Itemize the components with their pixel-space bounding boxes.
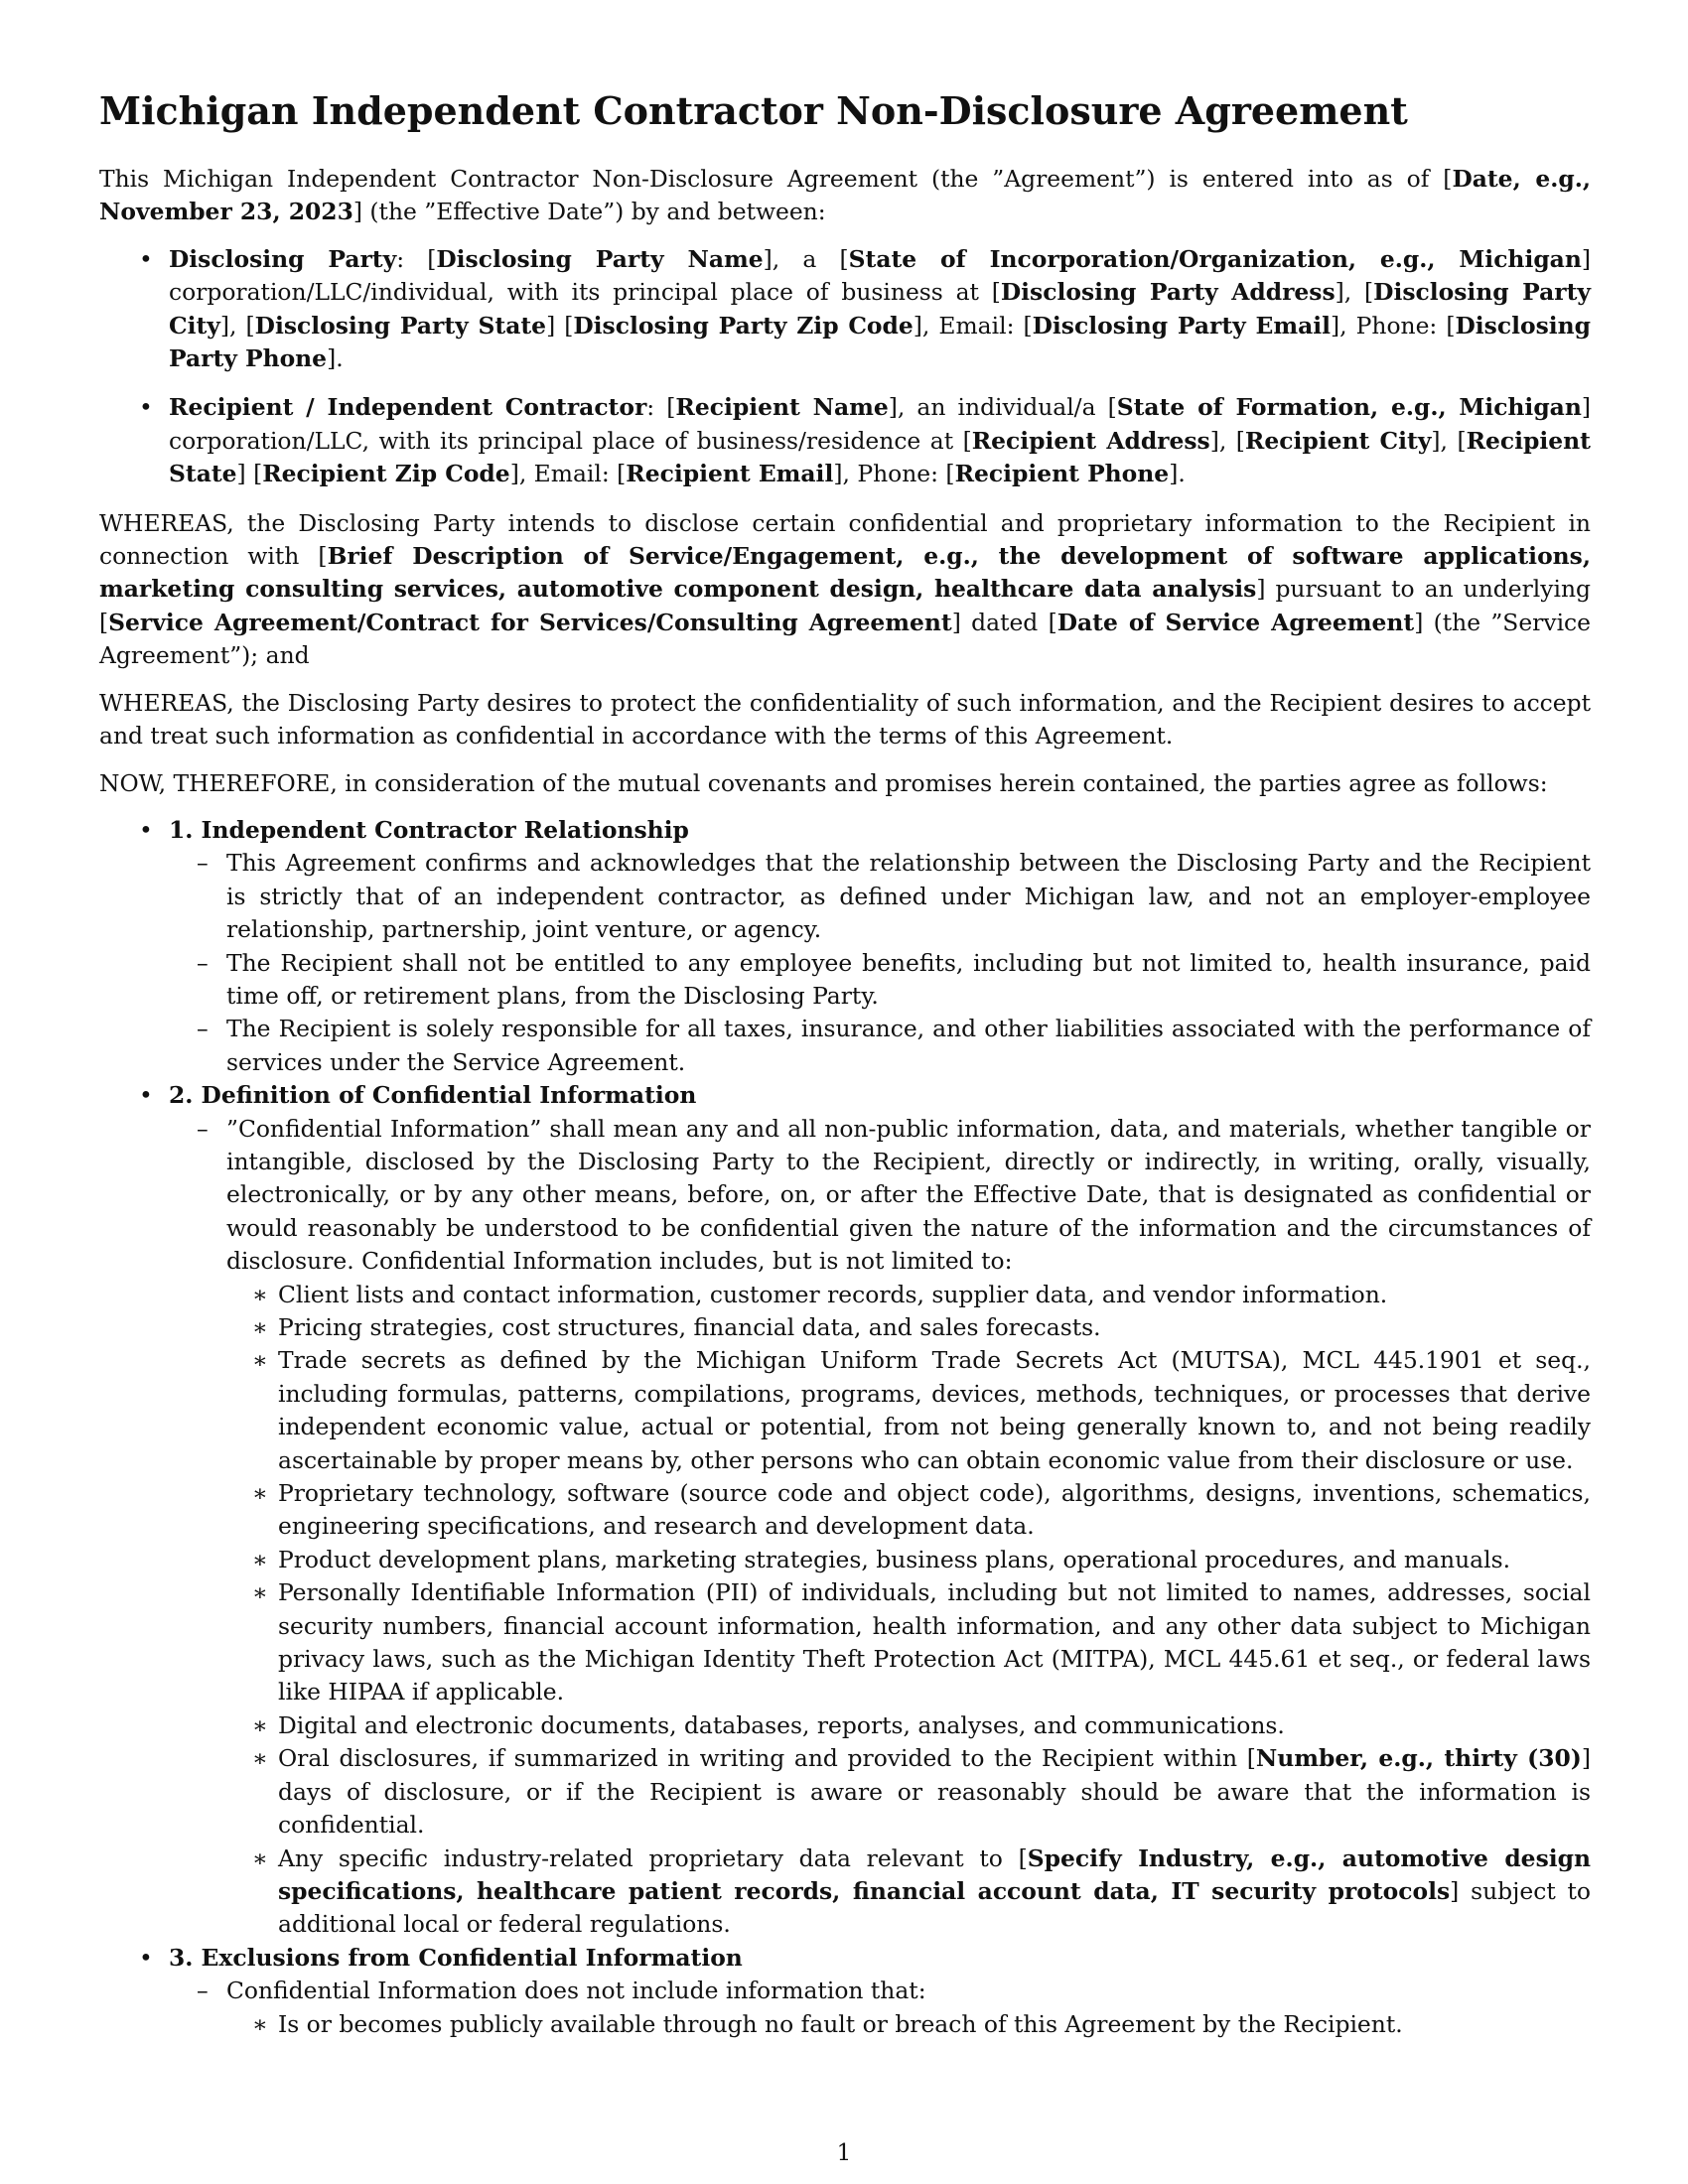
placeholder: State of Incorporation/Organization, e.g., Michigan	[848, 244, 1582, 273]
text: ] dated [	[951, 608, 1057, 636]
text: ], an individual/a [	[888, 393, 1117, 422]
placeholder: Disclosing Party City	[169, 278, 1591, 340]
list-item	[226, 1843, 1591, 1942]
page-number: 1	[836, 2140, 852, 2166]
placeholder: Disclosing Party Email	[1032, 311, 1332, 340]
list-item: ∗ Proprietary technology, software (source code and object code), algorithms, designs, inventions, schematics, engineering specifications, and research and development data.	[226, 1477, 1591, 1544]
text: ], a [	[763, 244, 849, 273]
placeholder: State of Formation, e.g., Michigan	[1116, 393, 1582, 422]
recipient-item	[99, 391, 1591, 490]
section-3	[99, 1942, 1591, 2041]
text: ] [	[546, 311, 574, 340]
section-1	[99, 814, 1591, 1079]
text: ], [	[1209, 426, 1245, 455]
text: ], Email: [	[509, 460, 627, 488]
list-item: ∗ Product development plans, marketing strategies, business plans, operational procedures, and manuals.	[226, 1544, 1591, 1576]
list-item: ∗ Is or becomes publicly available through no fault or breach of this Agreement by the Recipient.	[226, 2008, 1591, 2041]
list-item: – This Agreement confirms and acknowledges that the relationship between the Disclosing Party and the Recipient is strictly that of an independent contractor, as defined under Michigan law, and not an employer-employee relationship, partnership, joint venture, or agency.	[169, 847, 1591, 946]
text: ] corporation/LLC, with its principal place of business/residence at [	[169, 393, 1591, 455]
placeholder: Recipient State	[169, 426, 1591, 488]
placeholder: Number, e.g., thirty (30)	[1255, 1744, 1582, 1773]
placeholder: Disclosing Party Address	[1000, 278, 1336, 307]
list-item: – The Recipient is solely responsible for all taxes, insurance, and other liabilities associated with the performance of services under the Service Agreement.	[169, 1013, 1591, 1079]
text: Oral disclosures, if summarized in writing and provided to the Recipient within [	[278, 1744, 1256, 1773]
intro-paragraph	[99, 163, 1591, 229]
text: : [	[396, 244, 437, 273]
section-title: • 1. Independent Contractor Relationship	[169, 815, 689, 844]
whereas-paragraph-1	[99, 507, 1591, 673]
placeholder: Recipient Address	[971, 426, 1210, 455]
list-item	[226, 1742, 1591, 1842]
list-item: ∗ Pricing strategies, cost structures, financial data, and sales forecasts.	[226, 1311, 1591, 1344]
whereas-paragraph-2: WHEREAS, the Disclosing Party desires to protect the confidentiality of such information, and the Recipient desires to accept and treat such information as confidential in accordance with the terms of this Agreement.	[99, 688, 1591, 751]
placeholder: Disclosing Party Zip Code	[573, 311, 914, 340]
disclosing-party-item	[99, 243, 1591, 376]
placeholder: Recipient Zip Code	[262, 460, 510, 488]
section-title: • 3. Exclusions from Confidential Information	[169, 1943, 743, 1972]
list-item: ∗ Personally Identifiable Information (PII) of individuals, including but not limited to names, addresses, social security numbers, financial account information, health information, and any other data subject to Michigan privacy laws, such as the Michigan Identity Theft Protection Act (MITPA), MCL 445.61 et seq., or federal laws like HIPAA if applicable.	[226, 1576, 1591, 1709]
section-2	[99, 1079, 1591, 1942]
placeholder: Recipient City	[1244, 426, 1432, 455]
section-2-items	[169, 1113, 1591, 1942]
text: ].	[1169, 460, 1186, 488]
text: Any specific industry-related proprietary data relevant to [	[278, 1843, 1028, 1872]
parties-list	[99, 243, 1591, 491]
exclusions-list	[226, 2008, 1591, 2041]
text: ], Email: [	[913, 311, 1033, 340]
placeholder: Disclosing Party Phone	[169, 311, 1591, 373]
text: ] corporation/LLC/individual, with its principal place of business at [	[169, 244, 1591, 307]
placeholder: Specify Industry, e.g., automotive design specifications, healthcare patient records, financial account data, IT security protocols	[278, 1843, 1591, 1905]
section-1-items	[169, 847, 1591, 1079]
exclusions-lead: Confidential Information does not include information that:	[226, 1977, 926, 2005]
intro-text: ] (the ”Effective Date”) by and between:	[352, 198, 826, 226]
list-item: ∗ Client lists and contact information, customer records, supplier data, and vendor information.	[226, 1279, 1591, 1311]
list-item: – The Recipient shall not be entitled to any employee benefits, including but not limited to, health insurance, paid time off, or retirement plans, from the Disclosing Party.	[169, 947, 1591, 1014]
placeholder: Recipient Name	[675, 393, 889, 422]
placeholder: Recipient Phone	[954, 460, 1170, 488]
now-therefore-paragraph: NOW, THEREFORE, in consideration of the mutual covenants and promises herein contained, the parties agree as follows:	[99, 768, 1548, 797]
placeholder: Date of Service Agreement	[1056, 608, 1415, 636]
text: ], Phone: [	[1331, 311, 1456, 340]
text: ] subject to additional local or federal regulations.	[278, 1876, 1591, 1939]
placeholder: Brief Description of Service/Engagement, e.g., the development of software applications, marketing consulting services, automotive component design, healthcare data analysis	[99, 542, 1591, 604]
text: ] (the ”Service Agreement”); and	[99, 608, 1591, 670]
list-item	[169, 1975, 1591, 2041]
text: ] [	[236, 460, 263, 488]
section-3-items	[169, 1975, 1591, 2041]
document-page	[99, 87, 1591, 2041]
document-title: Michigan Independent Contractor Non-Disclosure Agreement	[99, 88, 1408, 133]
placeholder: Disclosing Party Name	[436, 244, 764, 273]
definition-lead: ”Confidential Information” shall mean any and all non-public information, data, and materials, whether tangible or intangible, disclosed by the Disclosing Party to the Recipient, directly or indirectly, in writing, orally, visually, electronically, or by any other means, before, on, or after the Effective Date, that is designated as confidential or would reasonably be understood to be confidential given the nature of the information and the circumstances of disclosure. Confidential Information includes, but is not limited to:	[226, 1114, 1591, 1276]
sections-list	[99, 814, 1591, 2041]
text: ].	[327, 344, 344, 373]
disclosing-party-label: Disclosing Party	[169, 244, 397, 273]
text: WHEREAS, the Disclosing Party intends to disclose certain confidential and proprietary information to the Recipient in connection with [	[99, 508, 1591, 571]
list-item: ∗ Digital and electronic documents, databases, reports, analyses, and communications.	[226, 1709, 1591, 1742]
section-title: • 2. Definition of Confidential Information	[169, 1081, 697, 1110]
list-item	[169, 1113, 1591, 1942]
effective-date-placeholder: Date, e.g., November 23, 2023	[99, 165, 1591, 226]
text: ] days of disclosure, or if the Recipient is aware or reasonably should be aware that the information is confidential.	[278, 1744, 1591, 1840]
text: ] pursuant to an underlying [	[99, 575, 1591, 636]
placeholder: Recipient Email	[626, 460, 834, 488]
text: ], [	[219, 311, 255, 340]
text: ], [	[1431, 426, 1467, 455]
placeholder: Disclosing Party State	[254, 311, 547, 340]
recipient-label: Recipient / Independent Contractor	[169, 393, 647, 422]
text: ], [	[1335, 278, 1374, 307]
text: : [	[646, 393, 676, 422]
text: ], Phone: [	[833, 460, 955, 488]
placeholder: Service Agreement/Contract for Services/Consulting Agreement	[108, 608, 952, 636]
intro-text: This Michigan Independent Contractor Non-Disclosure Agreement (the ”Agreement”) is entered into as of [	[99, 165, 1453, 193]
confidential-info-list	[226, 1279, 1591, 1942]
list-item: ∗ Trade secrets as defined by the Michigan Uniform Trade Secrets Act (MUTSA), MCL 445.1901 et seq., including formulas, patterns, compilations, programs, devices, methods, techniques, or processes that derive independent economic value, actual or potential, from not being generally known to, and not being readily ascertainable by proper means by, other persons who can obtain economic value from their disclosure or use.	[226, 1344, 1591, 1477]
